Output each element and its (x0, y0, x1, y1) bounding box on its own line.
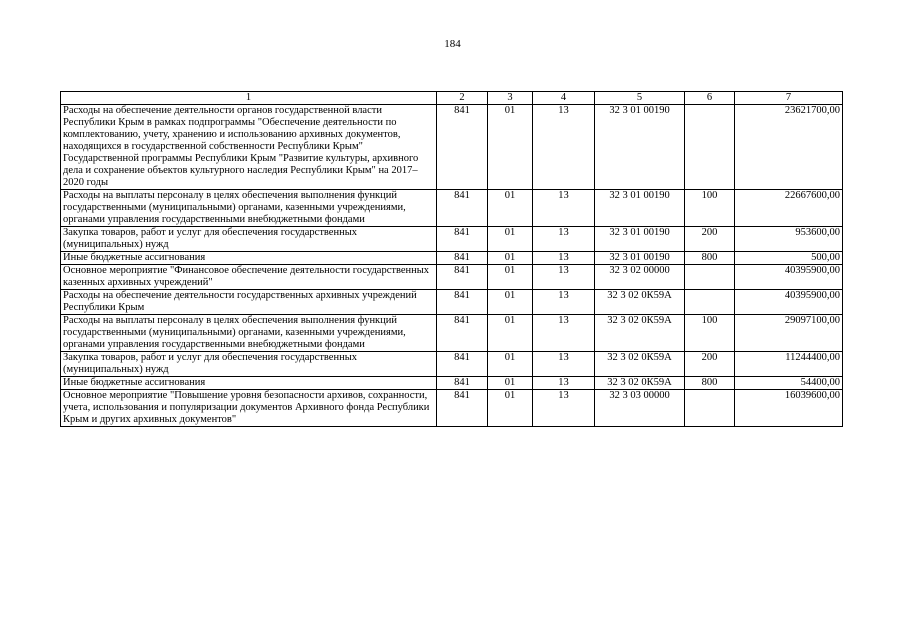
row-section-code: 01 (488, 377, 533, 390)
row-expense-type: 200 (685, 352, 735, 377)
row-name: Основное мероприятие "Повышение уровня безопасности архивов, сохранности, учета, использования и популяризации документов Архивного фонда Республики Крым и других архивных документов" (61, 390, 437, 427)
table-row (61, 377, 843, 390)
table-row (61, 390, 843, 427)
row-amount: 22667600,00 (735, 190, 843, 227)
row-section-code: 01 (488, 390, 533, 427)
row-name: Расходы на выплаты персоналу в целях обеспечения выполнения функций государственными (муниципальными) органами, казенными учреждениями, органами управления государственными внебюджетными фондами (61, 315, 437, 352)
row-amount: 23621700,00 (735, 105, 843, 190)
row-name: Расходы на выплаты персоналу в целях обеспечения выполнения функций государственными (муниципальными) органами, казенными учреждениями, органами управления государственными внебюджетными фондами (61, 190, 437, 227)
row-ministry-code: 841 (437, 390, 488, 427)
row-section-code: 01 (488, 190, 533, 227)
row-name: Основное мероприятие "Финансовое обеспечение деятельности государственных казенных архивных учреждений" (61, 265, 437, 290)
row-section-code: 01 (488, 352, 533, 377)
row-subsection-code: 13 (533, 390, 595, 427)
row-expense-type: 800 (685, 377, 735, 390)
row-expense-type (685, 265, 735, 290)
row-expense-type: 100 (685, 315, 735, 352)
row-expense-type: 800 (685, 252, 735, 265)
header-col-7: 7 (735, 92, 843, 105)
row-ministry-code: 841 (437, 290, 488, 315)
header-col-1: 1 (61, 92, 437, 105)
header-col-4: 4 (533, 92, 595, 105)
row-ministry-code: 841 (437, 377, 488, 390)
row-target-code: 32 3 01 00190 (595, 252, 685, 265)
row-ministry-code: 841 (437, 105, 488, 190)
row-subsection-code: 13 (533, 377, 595, 390)
row-ministry-code: 841 (437, 315, 488, 352)
row-target-code: 32 3 03 00000 (595, 390, 685, 427)
row-section-code: 01 (488, 290, 533, 315)
row-amount: 40395900,00 (735, 265, 843, 290)
row-subsection-code: 13 (533, 252, 595, 265)
budget-table (60, 91, 843, 427)
row-expense-type: 100 (685, 190, 735, 227)
row-amount: 29097100,00 (735, 315, 843, 352)
row-name: Иные бюджетные ассигнования (61, 252, 437, 265)
row-subsection-code: 13 (533, 315, 595, 352)
table-row (61, 352, 843, 377)
row-name: Иные бюджетные ассигнования (61, 377, 437, 390)
row-target-code: 32 3 01 00190 (595, 227, 685, 252)
table-row (61, 252, 843, 265)
row-expense-type (685, 105, 735, 190)
row-amount: 54400,00 (735, 377, 843, 390)
table-row (61, 290, 843, 315)
row-ministry-code: 841 (437, 352, 488, 377)
page-number: 184 (444, 38, 461, 50)
row-target-code: 32 3 02 0К59А (595, 352, 685, 377)
row-name: Закупка товаров, работ и услуг для обеспечения государственных (муниципальных) нужд (61, 352, 437, 377)
row-amount: 953600,00 (735, 227, 843, 252)
row-amount: 11244400,00 (735, 352, 843, 377)
row-amount: 16039600,00 (735, 390, 843, 427)
row-target-code: 32 3 01 00190 (595, 190, 685, 227)
row-subsection-code: 13 (533, 290, 595, 315)
row-section-code: 01 (488, 105, 533, 190)
table-row (61, 105, 843, 190)
table-row (61, 190, 843, 227)
table-row (61, 315, 843, 352)
header-col-5: 5 (595, 92, 685, 105)
row-target-code: 32 3 02 0К59А (595, 290, 685, 315)
row-expense-type: 200 (685, 227, 735, 252)
row-ministry-code: 841 (437, 252, 488, 265)
row-subsection-code: 13 (533, 265, 595, 290)
header-col-3: 3 (488, 92, 533, 105)
row-section-code: 01 (488, 227, 533, 252)
row-amount: 40395900,00 (735, 290, 843, 315)
row-name: Расходы на обеспечение деятельности государственных архивных учреждений Республики Крым (61, 290, 437, 315)
row-subsection-code: 13 (533, 190, 595, 227)
row-name: Расходы на обеспечение деятельности органов государственной власти Республики Крым в рамках подпрограммы "Обеспечение деятельности по комплектованию, учету, хранению и использованию архивных документов, находящихся в государственной собственности Республики Крым" Государственной программы Республики Крым "Развитие культуры, архивного дела и сохранение объектов культурного наследия Республики Крым" на 2017–2020 годы (61, 105, 437, 190)
header-col-6: 6 (685, 92, 735, 105)
row-section-code: 01 (488, 315, 533, 352)
row-name: Закупка товаров, работ и услуг для обеспечения государственных (муниципальных) нужд (61, 227, 437, 252)
row-section-code: 01 (488, 252, 533, 265)
header-col-2: 2 (437, 92, 488, 105)
row-subsection-code: 13 (533, 352, 595, 377)
table-row (61, 265, 843, 290)
row-target-code: 32 3 02 0К59А (595, 315, 685, 352)
row-subsection-code: 13 (533, 105, 595, 190)
row-target-code: 32 3 01 00190 (595, 105, 685, 190)
row-subsection-code: 13 (533, 227, 595, 252)
row-ministry-code: 841 (437, 265, 488, 290)
row-amount: 500,00 (735, 252, 843, 265)
row-ministry-code: 841 (437, 227, 488, 252)
row-ministry-code: 841 (437, 190, 488, 227)
row-section-code: 01 (488, 265, 533, 290)
row-expense-type (685, 290, 735, 315)
row-target-code: 32 3 02 0К59А (595, 377, 685, 390)
row-expense-type (685, 390, 735, 427)
header-row (61, 92, 843, 105)
row-target-code: 32 3 02 00000 (595, 265, 685, 290)
table-row (61, 227, 843, 252)
